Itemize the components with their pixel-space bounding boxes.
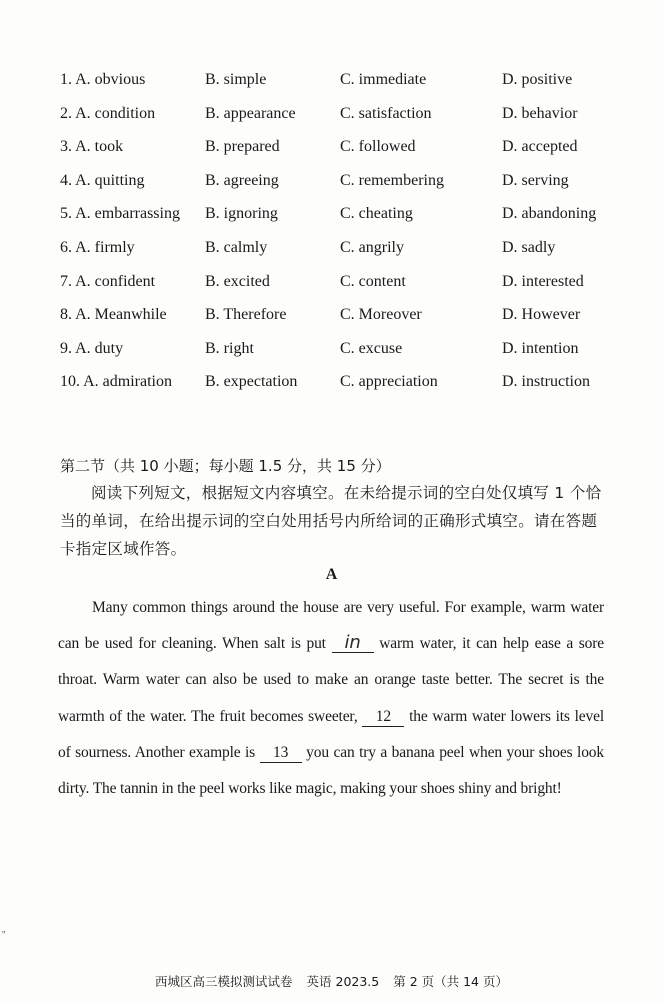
answer-blank-13[interactable]: 13 [260,744,302,763]
passage-segment: warm water, it can help ease a sore throat. Warm water can also be used to make an orange taste better. The secret is the warmth of the water. The fruit becomes sweeter, [58,635,605,725]
option-b: B. ignoring [205,205,278,223]
option-c: C. satisfaction [340,104,432,122]
option-c: C. followed [340,138,416,156]
option-a: 2. A. condition [60,104,156,122]
option-d: D. instruction [502,373,590,391]
passage-segment: the warm water lowers its level of sourness. Another example is [58,707,604,761]
passage-segment: you can try a banana peel when your shoes look dirty. The tannin in the peel works like magic, making your shoes shiny and bright! [58,743,605,798]
option-b: B. right [205,339,254,357]
options-table [60,66,620,402]
option-b: B. expectation [205,373,298,391]
option-row-7 [60,268,620,302]
option-b: B. calmly [205,238,268,256]
footer-exam: 西城区高三模拟测试试卷 [155,974,293,989]
option-b: B. simple [205,71,267,88]
page-footer [0,972,663,990]
section-heading: 第二节（共 10 小题；每小题 1.5 分，共 15 分） [60,457,391,475]
option-a: 4. A. quitting [60,171,145,189]
option-row-5 [60,200,620,234]
option-c: C. appreciation [340,373,438,391]
option-b: B. excited [205,272,270,290]
answer-blank-12[interactable]: 12 [362,708,404,727]
scan-edge-mark: '' [2,930,6,941]
footer-page-number: 第 2 页（共 14 页） [393,974,508,989]
option-a: 8. A. Meanwhile [60,306,167,324]
option-a: 5. A. embarrassing [60,205,180,223]
option-b: B. Therefore [205,306,287,324]
option-d: D. accepted [502,138,578,156]
option-d: D. positive [502,71,573,88]
option-a: 6. A. firmly [60,238,135,256]
option-row-10 [60,368,620,402]
option-row-9 [60,335,620,369]
option-d: D. behavior [502,104,578,122]
option-d: D. intention [502,339,579,357]
option-c: C. immediate [340,71,427,88]
section-instructions: 阅读下列短文，根据短文内容填空。在未给提示词的空白处仅填写 1 个恰当的单词，在给出提示词的空白处用括号内所给词的正确形式填空。请在答题卡指定区域作答。 [60,484,602,558]
option-row-8 [60,301,620,335]
option-d: D. However [502,306,581,324]
passage-text [58,590,604,807]
option-a: 1. A. obvious [60,71,146,88]
option-row-2 [60,100,620,134]
option-b: B. appearance [205,104,296,122]
option-a: 9. A. duty [60,339,124,357]
option-c: C. excuse [340,339,403,357]
footer-subject: 英语 2023.5 [306,974,380,989]
passage-segment: Many common things around the house are very useful. For example, warm water can be used for cleaning. When salt is put [58,599,604,653]
option-c: C. angrily [340,238,404,256]
passage-title: A [325,566,338,583]
option-a: 10. A. admiration [60,373,172,391]
option-d: D. sadly [502,238,556,256]
option-c: C. remembering [340,171,444,189]
option-d: D. interested [502,272,584,290]
option-row-6 [60,234,620,268]
option-c: C. content [340,272,406,290]
option-b: B. agreeing [205,171,279,189]
option-d: D. serving [502,171,569,189]
answer-blank-11[interactable]: in [332,634,374,653]
option-c: C. Moreover [340,306,422,324]
option-b: B. prepared [205,138,280,156]
option-row-3 [60,133,620,167]
option-d: D. abandoning [502,205,597,223]
option-row-4 [60,167,620,201]
option-row-1 [60,66,620,100]
option-c: C. cheating [340,205,413,223]
option-a: 7. A. confident [60,272,156,290]
option-a: 3. A. took [60,138,124,156]
